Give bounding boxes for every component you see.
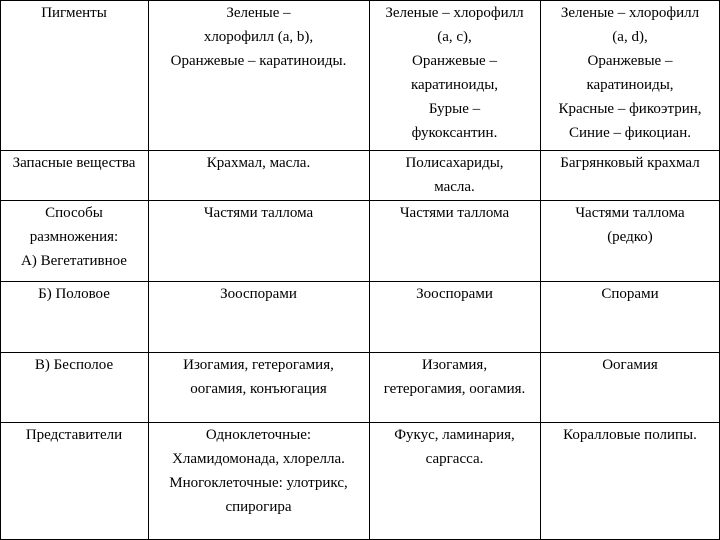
cell-text-line: Зеленые – хлорофилл (560, 5, 700, 21)
cell-text-line: спирогира (225, 499, 292, 515)
table-cell (540, 352, 720, 422)
cell-text-line: Оранжевые – (587, 53, 673, 69)
cell-text-line: Оранжевые – (412, 53, 497, 69)
cell-text-line: Зооспорами (416, 286, 493, 302)
cell-text-line: Хламидомонада, хлорелла. (172, 451, 345, 467)
cell-text-line: Пигменты (41, 5, 107, 21)
table-cell (369, 0, 540, 150)
cell-text-line: фукоксантин. (411, 125, 498, 141)
table-cell (148, 352, 369, 422)
cell-text-line: Запасные вещества (12, 155, 136, 171)
cell-text-line: Оогамия (602, 357, 658, 373)
table-cell (540, 200, 720, 281)
table-cell (148, 422, 369, 539)
table-cell (369, 281, 540, 352)
table-cell (540, 281, 720, 352)
cell-text-line: Багрянковый крахмал (560, 155, 700, 171)
table-cell (148, 200, 369, 281)
cell-text-line: Зеленые – (226, 5, 291, 21)
cell-text-line: саргасса. (425, 451, 484, 467)
cell-text-line: Одноклеточные: (205, 427, 312, 443)
cell-text-line: (a, c), (437, 29, 472, 45)
cell-text-line: Полисахариды, (405, 155, 504, 171)
cell-text-line: (редко) (607, 229, 653, 245)
cell-text-line: Многоклеточные: улотрикс, (169, 475, 348, 491)
cell-text-line: размножения: (29, 229, 119, 245)
cell-text-line: Представители (25, 427, 123, 443)
cell-text-line: Красные – фикоэтрин, (558, 101, 702, 117)
cell-text-line: Б) Половое (38, 286, 110, 302)
table-cell (369, 200, 540, 281)
row-header-cell (0, 0, 148, 150)
cell-text-line: (a, d), (612, 29, 648, 45)
cell-text-line: Спорами (601, 286, 659, 302)
cell-text-line: Изогамия, гетерогамия, (183, 357, 334, 373)
row-header-cell (0, 150, 148, 200)
row-header-cell (0, 281, 148, 352)
table-cell (540, 422, 720, 539)
cell-text-line: Оранжевые – каратиноиды. (170, 53, 347, 69)
row-header-cell (0, 422, 148, 539)
cell-text-line: Зеленые – хлорофилл (385, 5, 524, 21)
cell-text-line: масла. (434, 179, 475, 195)
cell-text-line: хлорофилл (a, b), (203, 29, 314, 45)
cell-text-line: Частями таллома (399, 205, 510, 221)
cell-text-line: Зооспорами (220, 286, 297, 302)
table-cell (148, 281, 369, 352)
table-cell (540, 150, 720, 200)
cell-text-line: Коралловые полипы. (563, 427, 697, 443)
row-header-cell (0, 200, 148, 281)
table-cell (148, 150, 369, 200)
table-cell (540, 0, 720, 150)
cell-text-line: Изогамия, (421, 357, 488, 373)
cell-text-line: Синие – фикоциан. (568, 125, 691, 141)
table-cell (369, 422, 540, 539)
table-cell (369, 150, 540, 200)
cell-text-line: А) Вегетативное (21, 253, 127, 269)
cell-text-line: оогамия, конъюгация (190, 381, 327, 397)
cell-text-line: Бурые – (428, 101, 481, 117)
cell-text-line: Способы (45, 205, 103, 221)
table-cell (369, 352, 540, 422)
cell-text-line: Фукус, ламинария, (394, 427, 515, 443)
cell-text-line: Частями таллома (203, 205, 314, 221)
cell-text-line: Крахмал, масла. (206, 155, 311, 171)
cell-text-line: каратиноиды, (586, 77, 674, 93)
cell-text-line: В) Бесполое (34, 357, 114, 373)
cell-text-line: каратиноиды, (410, 77, 499, 93)
row-header-cell (0, 352, 148, 422)
cell-text-line: гетерогамия, оогамия. (383, 381, 526, 397)
cell-text-line: Частями таллома (575, 205, 685, 221)
table-cell (148, 0, 369, 150)
